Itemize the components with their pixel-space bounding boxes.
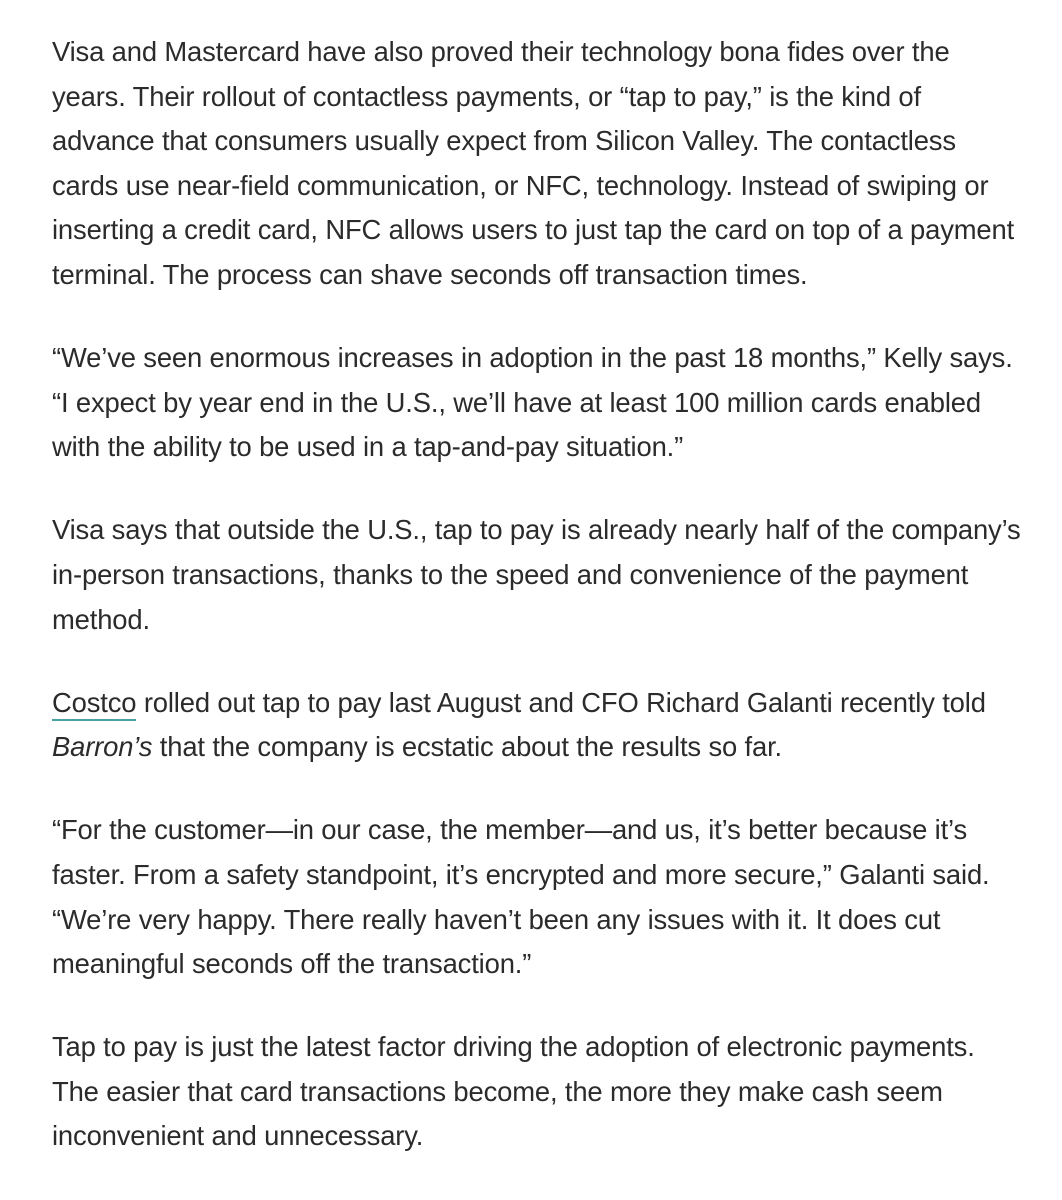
costco-link[interactable]: Costco — [52, 687, 136, 721]
article-body — [52, 30, 1022, 1197]
paragraph-galanti-quote: “For the customer—in our case, the member—and us, it’s better because it’s faster. From a safety standpoint, it’s encrypted and more secure,” Galanti said. “We’re very happy. There really haven’t been any issues with it. It does cut meaningful seconds off the transaction.” — [52, 814, 990, 980]
paragraph-conclusion: Tap to pay is just the latest factor driving the adoption of electronic payments. The easier that card transactions become, the more they make cash seem inconvenient and unnecessary. — [52, 1031, 975, 1152]
paragraph-kelly-quote: “We’ve seen enormous increases in adoption in the past 18 months,” Kelly says. “I expect by year end in the U.S., we’ll have at least 100 million cards enabled with the ability to be used in a tap-and-pay situation.” — [52, 342, 1013, 463]
barrons-publication: Barron’s — [52, 731, 153, 763]
paragraph-visa-outside-us: Visa says that outside the U.S., tap to pay is already nearly half of the company’s in-person transactions, thanks to the speed and convenience of the payment method. — [52, 514, 1021, 635]
costco-text-b: that the company is ecstatic about the results so far. — [152, 731, 782, 763]
costco-text-a: rolled out tap to pay last August and CFO Richard Galanti recently told — [136, 686, 986, 718]
paragraph-contactless: Visa and Mastercard have also proved their technology bona fides over the years. Their rollout of contactless payments, or “tap to pay,” is the kind of advance that consumers usually expect from Silicon Valley. The contactless cards use near-field communication, or NFC, technology. Instead of swiping or inserting a credit card, NFC allows users to just tap the card on top of a payment terminal. The process can shave seconds off transaction times. — [52, 36, 1015, 290]
paragraph-costco — [52, 681, 1022, 770]
